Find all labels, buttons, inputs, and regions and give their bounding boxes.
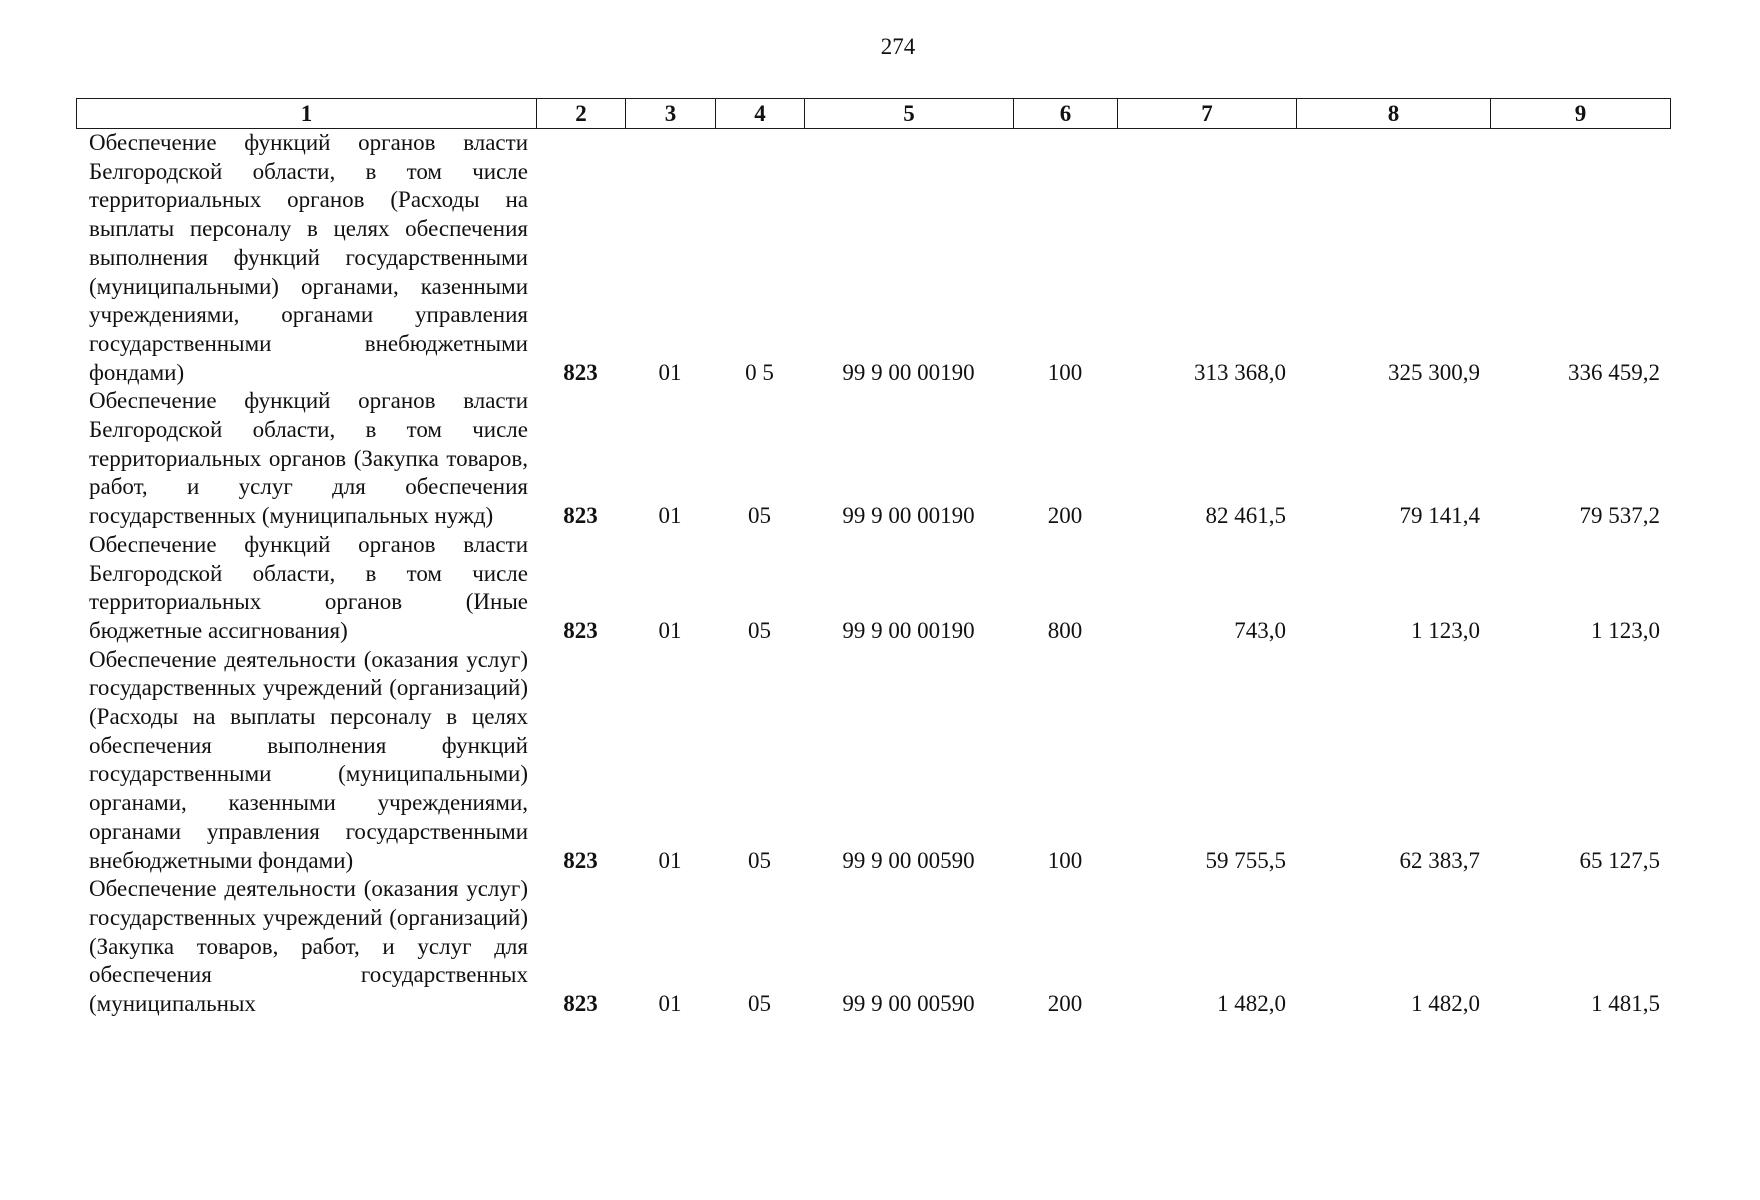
table-row xyxy=(76,875,1670,1019)
cell-col4: 05 xyxy=(748,617,771,643)
cell-col5: 99 9 00 00190 xyxy=(842,359,975,385)
cell-col6: 200 xyxy=(1047,503,1083,529)
cell-col9: 79 537,2 xyxy=(1579,503,1660,529)
cell-col6: 100 xyxy=(1047,359,1083,385)
page-number: 274 xyxy=(880,34,916,59)
cell-col2: 823 xyxy=(563,847,598,873)
cell-col6: 100 xyxy=(1047,847,1083,873)
header-cell-1: 1 xyxy=(77,99,537,129)
cell-col3: 01 xyxy=(658,847,682,873)
cell-col8: 1 482,0 xyxy=(1411,991,1480,1017)
header-cell-2: 2 xyxy=(537,99,626,129)
cell-col6: 200 xyxy=(1047,991,1083,1017)
cell-col6: 800 xyxy=(1047,617,1083,643)
table-row xyxy=(76,129,1670,387)
header-cell-8: 8 xyxy=(1297,99,1491,129)
column-header-table xyxy=(76,98,1671,129)
budget-table xyxy=(76,129,1670,1019)
cell-col5: 99 9 00 00590 xyxy=(842,991,975,1017)
cell-col9: 336 459,2 xyxy=(1568,359,1660,385)
header-row xyxy=(77,99,1671,129)
cell-col5: 99 9 00 00190 xyxy=(842,503,975,529)
cell-col5: 99 9 00 00190 xyxy=(842,617,975,643)
cell-col2: 823 xyxy=(563,991,598,1017)
cell-col9: 65 127,5 xyxy=(1579,847,1660,873)
table-row xyxy=(76,387,1670,531)
cell-col2: 823 xyxy=(563,617,598,643)
header-cell-4: 4 xyxy=(716,99,805,129)
cell-col7: 313 368,0 xyxy=(1194,359,1286,385)
cell-col2: 823 xyxy=(563,359,598,385)
row-description: Обеспечение деятельности (оказания услуг) государственных учреждений (организаций) (Закупка товаров, работ, и услуг для обеспечения государственных (муниципальных xyxy=(89,876,528,1017)
header-cell-3: 3 xyxy=(626,99,716,129)
cell-col4: 05 xyxy=(748,847,771,873)
cell-col7: 59 755,5 xyxy=(1205,847,1286,873)
cell-col4: 05 xyxy=(748,503,771,529)
header-cell-9: 9 xyxy=(1491,99,1671,129)
row-description: Обеспечение функций органов власти Белгородской области, в том числе территориальных органов (Иные бюджетные ассигнования) xyxy=(89,531,528,643)
row-description: Обеспечение функций органов власти Белгородской области, в том числе территориальных органов (Закупка товаров, работ, и услуг для обеспечения государственных (муниципальных нужд) xyxy=(89,388,528,529)
row-description: Обеспечение деятельности (оказания услуг) государственных учреждений (организаций) (Расходы на выплаты персоналу в целях обеспечения выполнения функций государственными (муниципальными) органами, казенными учреждениями, органами управления государственными внебюджетными фондами) xyxy=(89,646,528,873)
header-cell-7: 7 xyxy=(1118,99,1297,129)
header-cell-6: 6 xyxy=(1014,99,1118,129)
cell-col3: 01 xyxy=(658,991,682,1017)
cell-col9: 1 481,5 xyxy=(1591,991,1660,1017)
cell-col9: 1 123,0 xyxy=(1591,617,1660,643)
header-cell-5: 5 xyxy=(805,99,1014,129)
cell-col4: 05 xyxy=(748,991,771,1017)
cell-col2: 823 xyxy=(563,503,598,529)
cell-col7: 82 461,5 xyxy=(1205,503,1286,529)
cell-col7: 743,0 xyxy=(1234,617,1286,643)
table-row xyxy=(76,646,1670,876)
cell-col8: 325 300,9 xyxy=(1388,359,1480,385)
cell-col3: 01 xyxy=(658,359,682,385)
cell-col4: 0 5 xyxy=(745,359,774,385)
cell-col5: 99 9 00 00590 xyxy=(842,847,975,873)
cell-col3: 01 xyxy=(658,503,682,529)
cell-col7: 1 482,0 xyxy=(1217,991,1286,1017)
table-row xyxy=(76,531,1670,646)
cell-col8: 1 123,0 xyxy=(1411,617,1480,643)
cell-col8: 62 383,7 xyxy=(1399,847,1480,873)
cell-col8: 79 141,4 xyxy=(1399,503,1480,529)
row-description: Обеспечение функций органов власти Белгородской области, в том числе территориальных органов (Расходы на выплаты персоналу в целях обеспечения выполнения функций государственными (муниципальными) органами, казенными учреждениями, органами управления государственными внебюджетными фондами) xyxy=(89,130,528,385)
cell-col3: 01 xyxy=(658,617,682,643)
